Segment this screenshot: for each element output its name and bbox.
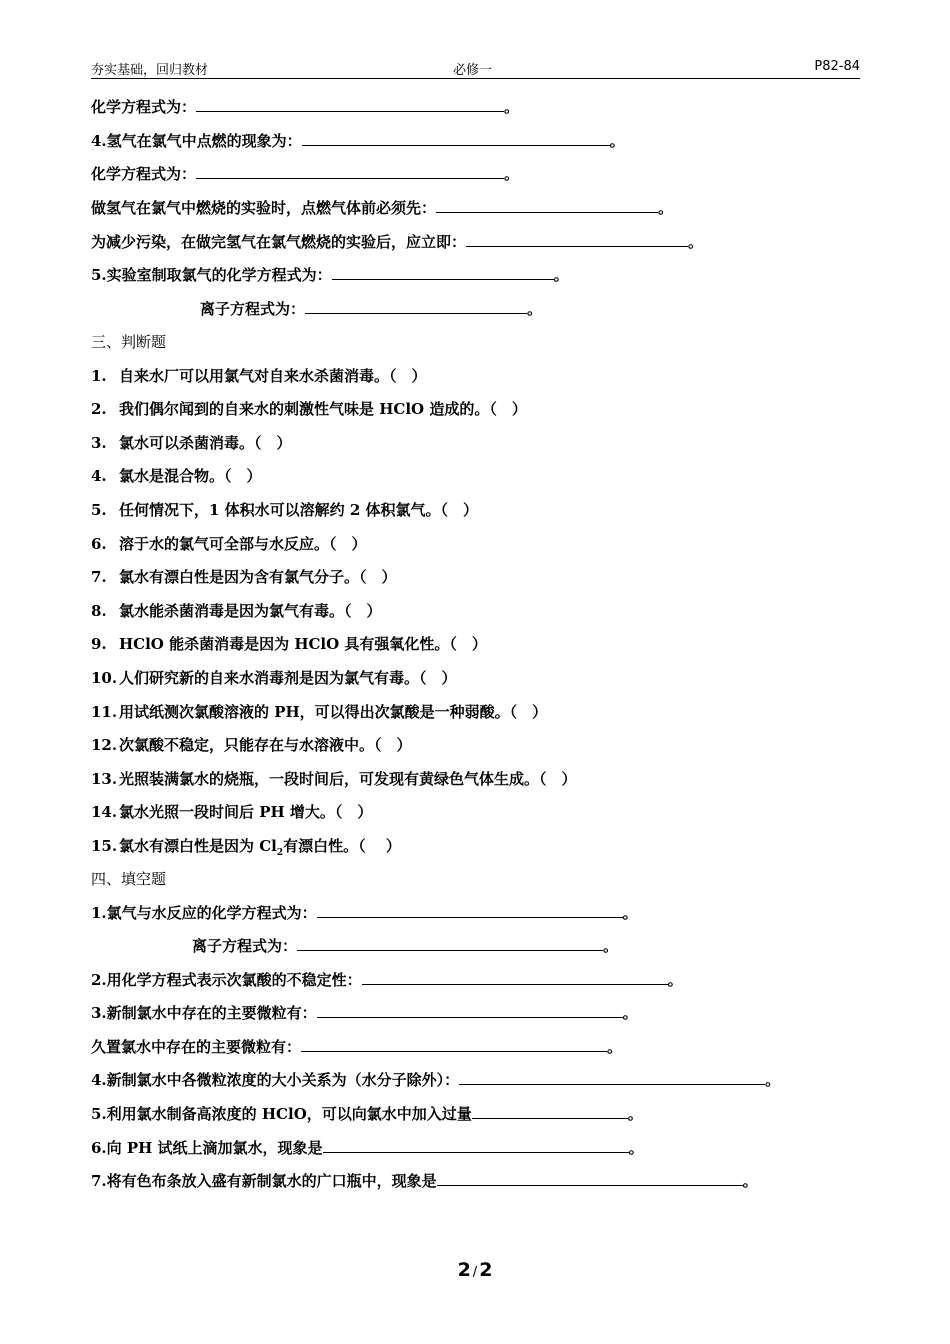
answer-blank[interactable] [459, 1070, 765, 1085]
judge-item: 9. HClO 能杀菌消毒是因为 HClO 具有强氧化性。（ ） [91, 635, 487, 653]
answer-blank[interactable] [323, 1138, 629, 1153]
fill-item: 离子方程式为： 。 [192, 937, 619, 955]
judge-item: 4. 氯水是混合物。（ ） [91, 467, 262, 485]
judge-item: 15. 氯水有漂白性是因为 $Cl_2$有漂白性。（ ） [91, 837, 401, 858]
question-line: 为减少污染，在做完氢气在氯气燃烧的实验后，应立即： 。 [91, 233, 704, 251]
question-line: 做氢气在氯气中燃烧的实验时，点燃气体前必须先： 。 [91, 199, 674, 217]
header-right: P82-84 [814, 59, 860, 74]
fill-item: 7.将有色布条放入盛有新制氯水的广口瓶中，现象是 。 [91, 1172, 758, 1190]
fill-item: 6.向 PH 试纸上滴加氯水，现象是 。 [91, 1139, 644, 1157]
answer-blank[interactable] [472, 1104, 628, 1119]
question-line: 4.氢气在氯气中点燃的现象为： 。 [91, 132, 625, 150]
answer-blank[interactable] [302, 131, 610, 146]
judge-item: 2. 我们偶尔闻到的自来水的刺激性气味是 HClO 造成的。（ ） [91, 400, 527, 418]
fill-item: 1.氯气与水反应的化学方程式为： 。 [91, 904, 638, 922]
header-left: 夯实基础，回归教材 [91, 63, 209, 78]
answer-blank[interactable] [317, 1003, 623, 1018]
page-header [91, 58, 860, 79]
answer-blank[interactable] [317, 903, 623, 918]
fill-item: 5.利用氯水制备高浓度的 HClO，可以向氯水中加入过量 。 [91, 1105, 643, 1123]
answer-blank[interactable] [362, 970, 668, 985]
question-line: 5.实验室制取氯气的化学方程式为： 。 [91, 266, 569, 284]
question-line: 化学方程式为： 。 [91, 165, 520, 183]
fill-item: 3.新制氯水中存在的主要微粒有： 。 [91, 1004, 638, 1022]
answer-blank[interactable] [305, 299, 527, 314]
judge-item: 13. 光照装满氯水的烧瓶，一段时间后，可发现有黄绿色气体生成。（ ） [91, 770, 577, 788]
answer-blank[interactable] [332, 265, 554, 280]
answer-blank[interactable] [437, 1171, 743, 1186]
judge-item: 14. 氯水光照一段时间后 PH 增大。（ ） [91, 803, 373, 821]
judge-item: 5. 任何情况下，1 体积水可以溶解约 2 体积氯气。（ ） [91, 501, 479, 519]
judge-item: 8. 氯水能杀菌消毒是因为氯气有毒。（ ） [91, 602, 382, 620]
answer-blank[interactable] [466, 232, 688, 247]
answer-blank[interactable] [196, 97, 504, 112]
question-line: 化学方程式为： 。 [91, 98, 520, 116]
header-center: 必修一 [453, 63, 493, 78]
judge-item: 10. 人们研究新的自来水消毒剂是因为氯气有毒。（ ） [91, 669, 457, 687]
answer-blank[interactable] [297, 936, 603, 951]
judge-item: 1. 自来水厂可以用氯气对自来水杀菌消毒。（ ） [91, 367, 427, 385]
fill-item: 4.新制氯水中各微粒浓度的大小关系为（水分子除外）： 。 [91, 1071, 781, 1089]
fill-item: 2.用化学方程式表示次氯酸的不稳定性： 。 [91, 971, 683, 989]
question-line: 离子方程式为： 。 [200, 300, 543, 318]
fill-item: 久置氯水中存在的主要微粒有： 。 [91, 1038, 623, 1056]
judge-item: 7. 氯水有漂白性是因为含有氯气分子。（ ） [91, 568, 397, 586]
judge-item: 6. 溶于水的氯气可全部与水反应。（ ） [91, 535, 367, 553]
judge-item: 11. 用试纸测次氯酸溶液的 PH，可以得出次氯酸是一种弱酸。（ ） [91, 703, 548, 721]
answer-blank[interactable] [196, 164, 504, 179]
page-number: 2 / 2 [457, 1259, 493, 1281]
section-title-fill: 四、填空题 [91, 870, 167, 888]
judge-item: 12. 次氯酸不稳定，只能存在与水溶液中。（ ） [91, 736, 412, 754]
judge-item: 3. 氯水可以杀菌消毒。（ ） [91, 434, 292, 452]
answer-blank[interactable] [436, 198, 658, 213]
answer-blank[interactable] [301, 1037, 607, 1052]
section-title-judge: 三、判断题 [91, 333, 167, 351]
